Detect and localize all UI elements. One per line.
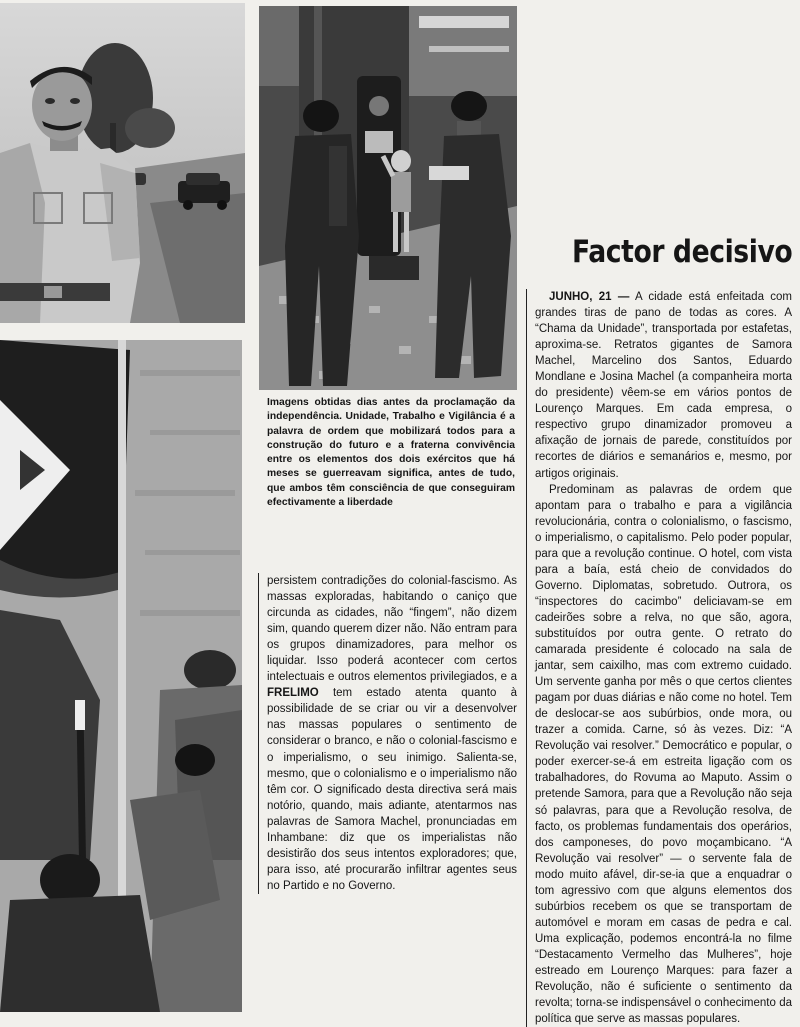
- right-text-p1: A cidade está enfeitada com grandes tiras de pano de todas as cores. A “Chama da Unidade”, transportada por estafetas, aproxima-se. Retratos gigantes de Samora Machel, Marcelino dos Santos, Eduardo Mondlane e Josina Machel (a companheira morta do presidente) vêem-se em vários pontos de Lourenço Marques. Em cada empresa, o respectivo grupo dinamizador promoveu a afixação de jornais de parede, constituídos por recortes de diários e semanários e, mesmo, por artigos originais.: [535, 291, 793, 480]
- photo-officer: [0, 3, 245, 323]
- middle-text-part1: persistem contradições do colonial-fascismo. As massas exploradas, habitando o caniço que circunda as cidades, não “fingem”, não dizem sim, quando querem dizer não. Não entram para os grupos dinamizadores, para melhor os liquidar. Isso poderá acontecer com certos intelectuais e outros elementos privilegiados, e a: [267, 575, 517, 684]
- dateline: JUNHO, 21 —: [549, 291, 630, 303]
- photo-soldiers-flag: [0, 340, 242, 1012]
- photo-station-kiosk: [259, 6, 517, 390]
- headline: Factor decisivo: [572, 234, 793, 270]
- photo-caption: Imagens obtidas dias antes da proclamação da independência. Unidade, Trabalho e Vigilância é a palavra de ordem que mobilizará todos para a construção do futuro e a fraterna convivência entre os elementos dos dois exércitos que há meses se guerreavam significa, antes de tudo, que ambos têm consciência de que conseguiram efectivamente a liberdade: [267, 397, 515, 509]
- article-column-middle: [258, 573, 517, 894]
- article-column-right: [526, 289, 792, 1027]
- middle-paragraph: [267, 573, 517, 894]
- right-paragraph-1: [535, 289, 792, 482]
- right-paragraph-2: Predominam as palavras de ordem que apontam para o trabalho e para a vigilância revolucionária, contra o colonialismo, o fascismo, o imperialismo, o capitalismo. Pelo poder popular, para que a revolução continue. O hotel, com vista para a baía, está cheio de convidados do Governo. Diplomatas, sobretudo. Outrora, os “inspectores do cacimbo” deliciavam-se em cadeirões sobre a relva, no que são, agora, substituídos por outra gente. O retrato do camarada presidente é colocado na sala de jantar, sem caixilho, mas com extremo cuidado. Um servente ganha por mês o que certos clientes pagam por duas diárias e não come no hotel. Tem de deslocar-se aos subúrbios, onde mora, ou trazer a comida. Carne, só às vezes. Diz: “A Revolução vai resolver.” Democrático e popular, o poder exercer-se-á em estreita ligação com os trabalhadores, do Rovuma ao Maputo. Assim o pretende Samora, para que a Revolução não seja só palavras, para que a Revolução resolva, de facto, os problemas fundamentais dos operários, dos camponeses, do povo moçambicano. “A Revolução vai resolver” — o servente fala de modo muito afável, dir-se-ia que a enquadrar o tom agressivo com que alguns elementos dos subúrbios recebem os que se transportam de automóvel e moram em casas de pedra e cal. Uma explicação, podemos encontrá-la no filme “Destacamento Vermelho das Mulheres”, hoje estreado em Lourenço Marques: para fazer a Revolução, não é suficiente o sentimento da revolta; torna-se indispensável o conhecimento da política que serve as massas populares.: [535, 483, 792, 1026]
- frelimo-name: FRELIMO: [267, 687, 319, 700]
- middle-text-part2: tem estado atenta quanto à possibilidade de se criar ou vir a desenvolver nas massas populares o sentimento de considerar o branco, e não o colonial-fascismo e o imperialismo, o seu inimigo. Salienta-se, mesmo, que o colonialismo e o imperialismo não têm cor. O significado desta directiva será mais notório, quando, mais adiante, atentarmos nas palavras de Samora Machel, pronunciadas em Inhambane: diz que os imperialistas não desistirão dos seus intentos exploradores; que, para isso, até procurarão infiltrar agentes seus no Partido e no Governo.: [267, 687, 517, 892]
